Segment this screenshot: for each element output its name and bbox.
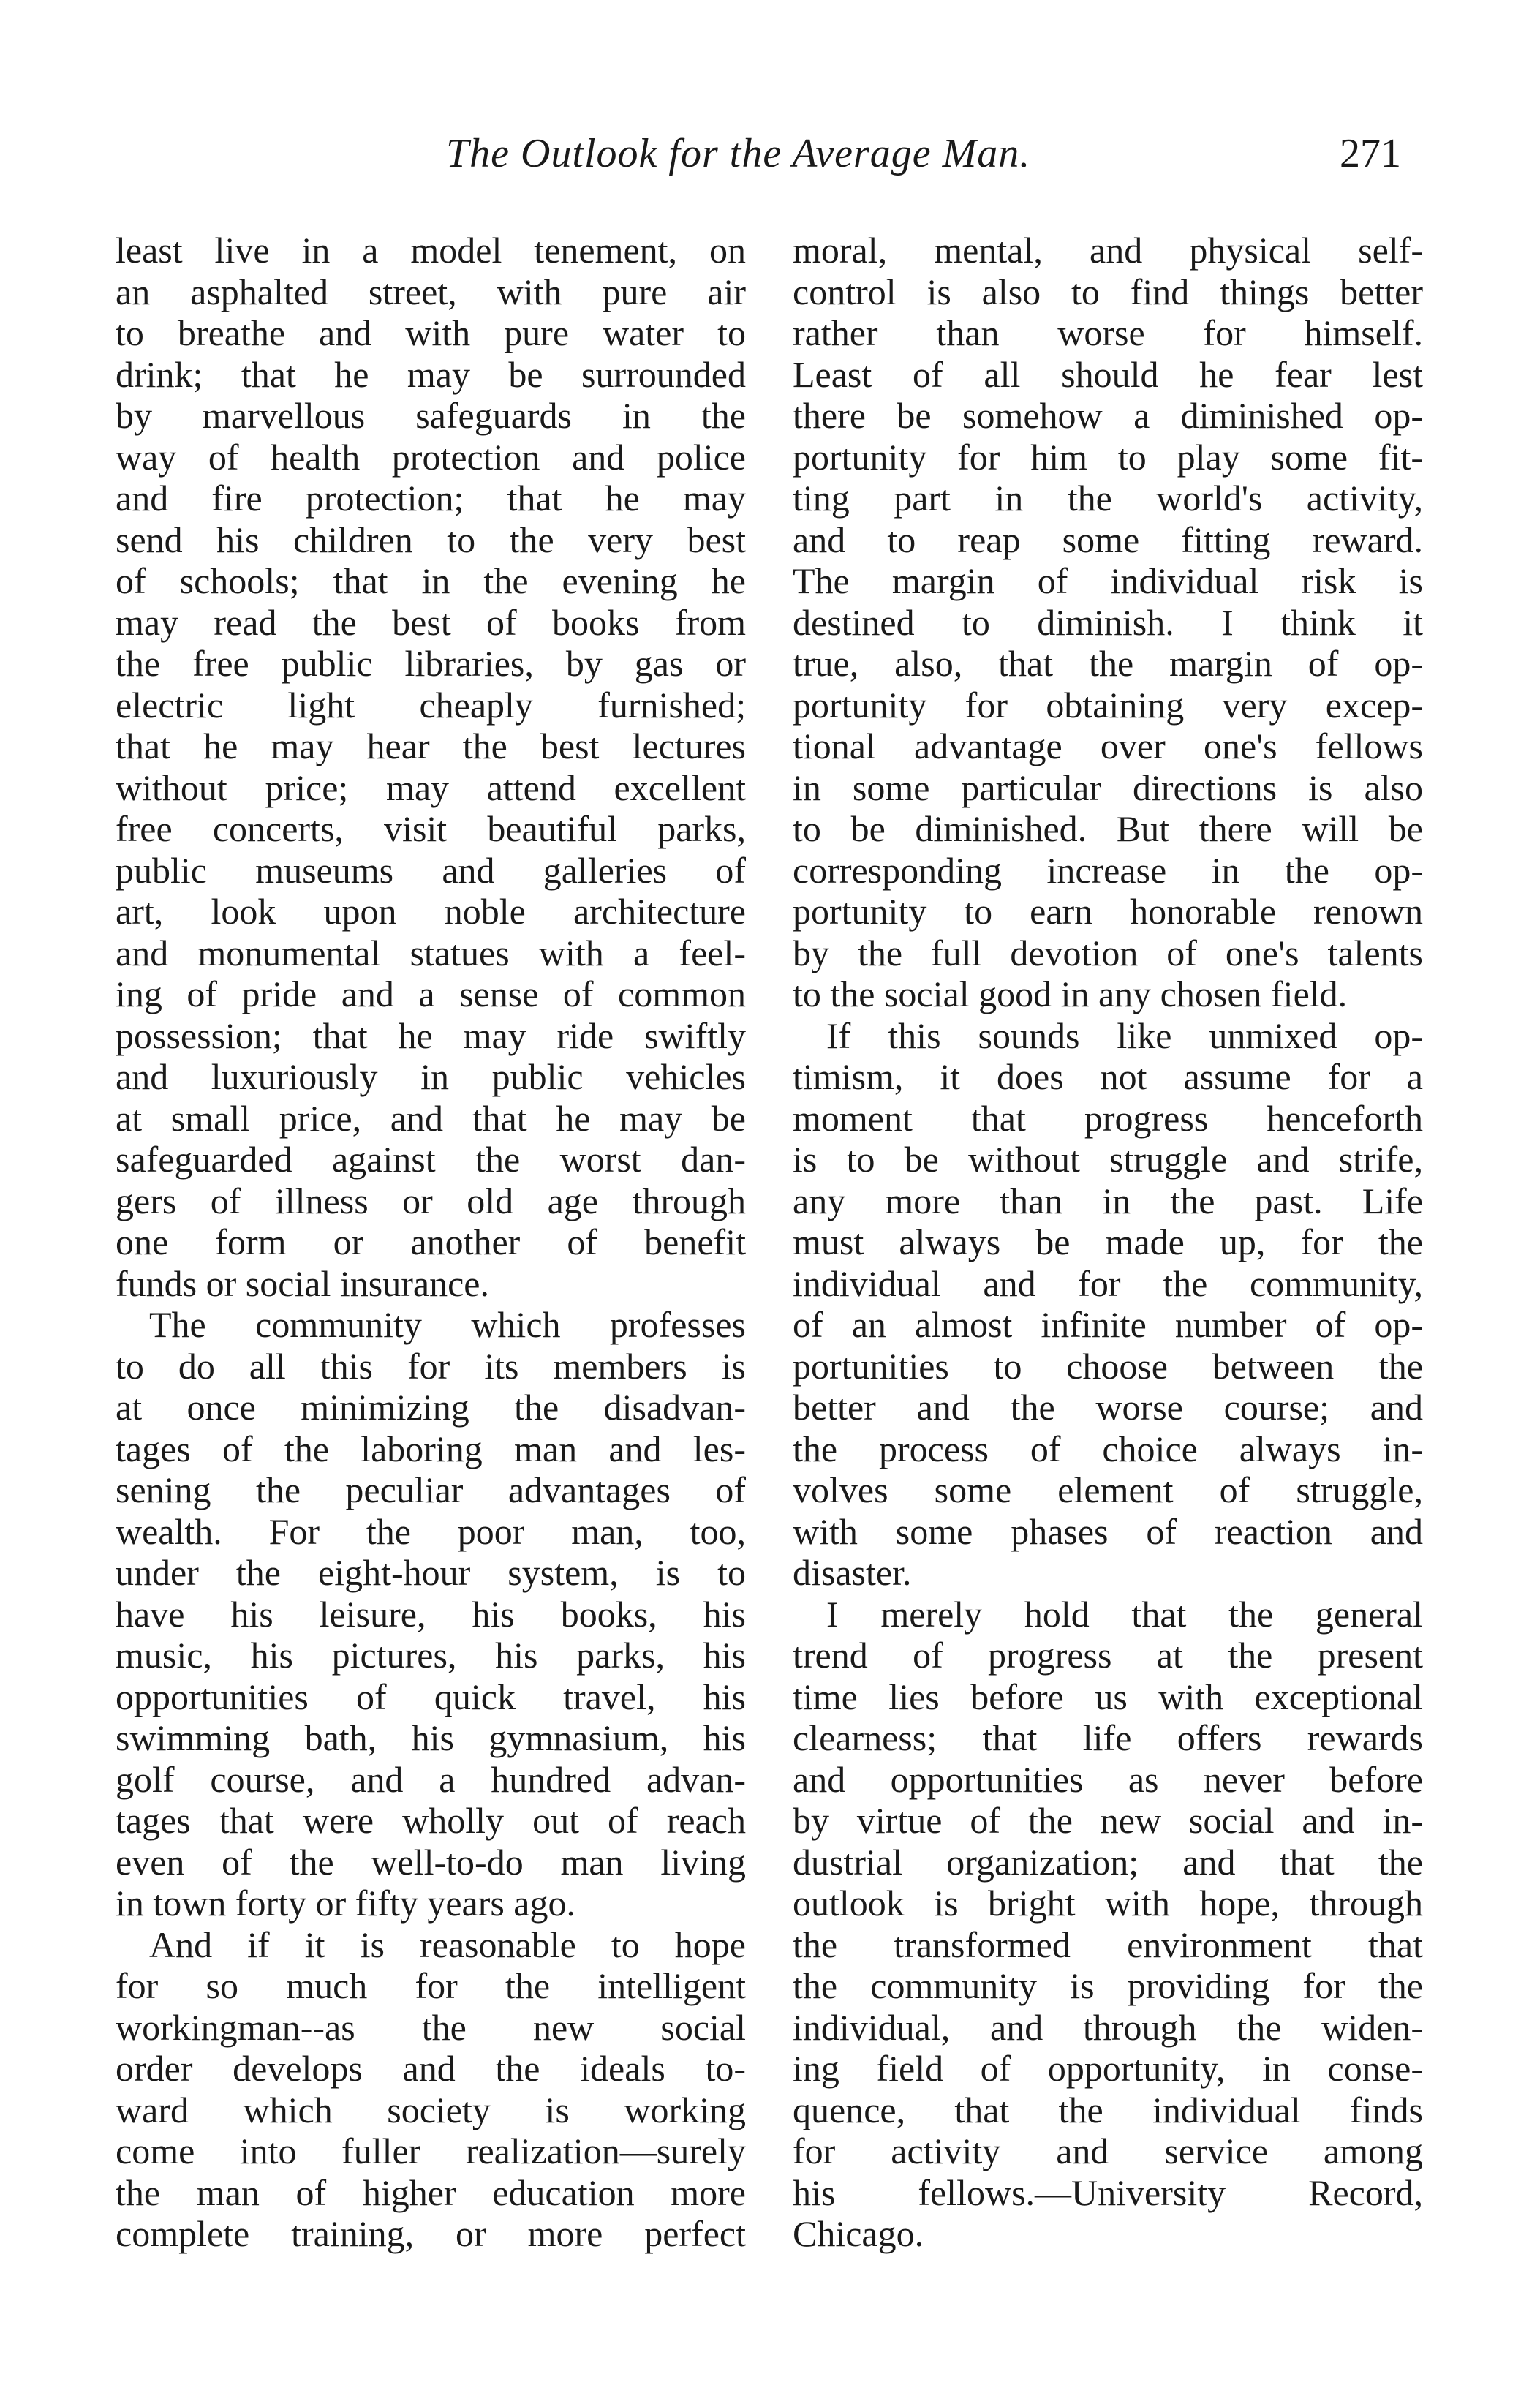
text-line: complete training, or more perfect <box>116 2213 746 2254</box>
text-line: The margin of individual risk is <box>793 560 1423 601</box>
text-line: the community is providing for the <box>793 1965 1423 2006</box>
left-text-column <box>116 230 746 2255</box>
text-line: with some phases of reaction and <box>793 1510 1423 1552</box>
text-line: ward which society is working <box>116 2089 746 2130</box>
text-line: quence, that the individual finds <box>793 2089 1423 2130</box>
text-line: may read the best of books from <box>116 601 746 643</box>
text-line: trend of progress at the present <box>793 1635 1423 1676</box>
text-line: The community which professes <box>149 1304 746 1345</box>
text-line: rather than worse for himself. <box>793 312 1423 353</box>
text-line: drink; that he may be surrounded <box>116 353 746 395</box>
text-line: of schools; that in the evening he <box>116 560 746 601</box>
text-line: must always be made up, for the <box>793 1221 1423 1262</box>
text-line: under the eight-hour system, is to <box>116 1552 746 1593</box>
text-line: ting part in the world's activity, <box>793 478 1423 519</box>
text-line: and luxuriously in public vehicles <box>116 1056 746 1097</box>
text-line: that he may hear the best lectures <box>116 726 746 766</box>
text-line: swimming bath, his gymnasium, his <box>116 1717 746 1758</box>
text-line: portunity for obtaining very excep- <box>793 684 1423 726</box>
text-line: better and the worse course; and <box>793 1387 1423 1428</box>
text-line: disaster. <box>793 1552 912 1593</box>
text-line: there be somehow a diminished op- <box>793 395 1423 436</box>
text-line: clearness; that life offers rewards <box>793 1717 1423 1758</box>
text-line: send his children to the very best <box>116 519 746 560</box>
page-number: 271 <box>1340 131 1401 176</box>
text-line: possession; that he may ride swiftly <box>116 1014 746 1056</box>
text-line: public museums and galleries of <box>116 849 746 891</box>
text-line: in some particular directions is also <box>793 766 1423 808</box>
text-line: outlook is bright with hope, through <box>793 1883 1423 1924</box>
text-line: to breathe and with pure water to <box>116 312 746 353</box>
text-line: to do all this for its members is <box>116 1345 746 1387</box>
text-line: individual and for the community, <box>793 1262 1423 1304</box>
text-line: any more than in the past. Life <box>793 1180 1423 1221</box>
text-line: by the full devotion of one's talents <box>793 932 1423 973</box>
text-line: and to reap some fitting reward. <box>793 519 1423 560</box>
text-line: tages of the laboring man and les- <box>116 1428 746 1469</box>
text-line: at small price, and that he may be <box>116 1097 746 1139</box>
text-line: tional advantage over one's fellows <box>793 726 1423 766</box>
text-line: timism, it does not assume for a <box>793 1056 1423 1097</box>
text-line: portunities to choose between the <box>793 1345 1423 1387</box>
text-line: for activity and service among <box>793 2130 1423 2171</box>
text-line: his fellows.—University Record, <box>793 2171 1423 2213</box>
text-line: order develops and the ideals to- <box>116 2048 746 2089</box>
text-line: portunity for him to play some fit- <box>793 436 1423 478</box>
text-line: for so much for the intelligent <box>116 1965 746 2006</box>
text-line: wealth. For the poor man, too, <box>116 1510 746 1552</box>
text-line: If this sounds like unmixed op- <box>826 1014 1423 1056</box>
text-line: And if it is reasonable to hope <box>149 1924 746 1965</box>
text-line: in town forty or fifty years ago. <box>116 1883 576 1924</box>
text-line: moral, mental, and physical self- <box>793 230 1423 271</box>
text-line: gers of illness or old age through <box>116 1180 746 1221</box>
text-line: come into fuller realization—surely <box>116 2130 746 2171</box>
text-line: Least of all should he fear lest <box>793 353 1423 395</box>
text-line: have his leisure, his books, his <box>116 1593 746 1635</box>
text-line: one form or another of benefit <box>116 1221 746 1262</box>
text-line: opportunities of quick travel, his <box>116 1676 746 1717</box>
text-line: free concerts, visit beautiful parks, <box>116 808 746 849</box>
text-line: least live in a model tenement, on <box>116 230 746 271</box>
text-line: the process of choice always in- <box>793 1428 1423 1469</box>
text-line: is to be without struggle and strife, <box>793 1139 1423 1180</box>
page-header <box>0 130 1540 211</box>
text-line: Chicago. <box>793 2213 924 2254</box>
text-line: by virtue of the new social and in- <box>793 1800 1423 1841</box>
text-line: control is also to find things better <box>793 271 1423 312</box>
text-line: an asphalted street, with pure air <box>116 271 746 312</box>
text-line: workingman--as the new social <box>116 2006 746 2048</box>
text-line: destined to diminish. I think it <box>793 601 1423 643</box>
text-line: the free public libraries, by gas or <box>116 643 746 684</box>
text-line: to be diminished. But there will be <box>793 808 1423 849</box>
text-line: time lies before us with exceptional <box>793 1676 1423 1717</box>
text-line: I merely hold that the general <box>826 1593 1423 1635</box>
text-line: music, his pictures, his parks, his <box>116 1635 746 1676</box>
text-line: corresponding increase in the op- <box>793 849 1423 891</box>
text-line: by marvellous safeguards in the <box>116 395 746 436</box>
text-line: safeguarded against the worst dan- <box>116 1139 746 1180</box>
text-line: tages that were wholly out of reach <box>116 1800 746 1841</box>
text-line: electric light cheaply furnished; <box>116 684 746 726</box>
text-line: moment that progress henceforth <box>793 1097 1423 1139</box>
text-line: dustrial organization; and that the <box>793 1841 1423 1883</box>
text-line: even of the well-to-do man living <box>116 1841 746 1883</box>
text-line: ing field of opportunity, in conse- <box>793 2048 1423 2089</box>
text-line: golf course, and a hundred advan- <box>116 1758 746 1800</box>
right-text-column <box>793 230 1423 2255</box>
text-line: ing of pride and a sense of common <box>116 973 746 1014</box>
text-line: individual, and through the widen- <box>793 2006 1423 2048</box>
text-line: art, look upon noble architecture <box>116 891 746 932</box>
text-line: without price; may attend excellent <box>116 766 746 808</box>
running-title: The Outlook for the Average Man. <box>446 131 1031 176</box>
text-line: the man of higher education more <box>116 2171 746 2213</box>
text-line: the transformed environment that <box>793 1924 1423 1965</box>
text-line: and opportunities as never before <box>793 1758 1423 1800</box>
text-line: portunity to earn honorable renown <box>793 891 1423 932</box>
text-line: true, also, that the margin of op- <box>793 643 1423 684</box>
text-line: at once minimizing the disadvan- <box>116 1387 746 1428</box>
text-line: to the social good in any chosen field. <box>793 973 1348 1014</box>
text-line: sening the peculiar advantages of <box>116 1469 746 1510</box>
text-line: funds or social insurance. <box>116 1262 489 1304</box>
text-line: volves some element of struggle, <box>793 1469 1423 1510</box>
text-line: of an almost infinite number of op- <box>793 1304 1423 1345</box>
text-line: and fire protection; that he may <box>116 478 746 519</box>
text-line: and monumental statues with a feel- <box>116 932 746 973</box>
text-line: way of health protection and police <box>116 436 746 478</box>
